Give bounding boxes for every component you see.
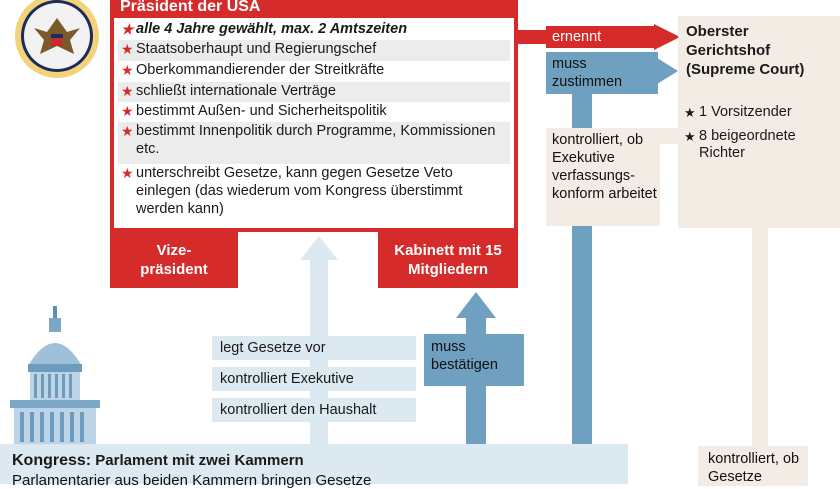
congress-title	[12, 452, 304, 470]
vice-president-label: Vize-präsident	[140, 242, 208, 278]
red-star-icon: ★	[121, 123, 134, 139]
red-star-icon: ★	[121, 103, 134, 119]
congress-function: legt Gesetze vor	[212, 336, 416, 360]
president-item	[118, 164, 510, 224]
president-item-text: bestimmt Außen- und Sicherheitspolitik	[136, 103, 387, 119]
court-item-text: 8 beigeordnete Richter	[699, 128, 796, 161]
red-star-icon: ★	[121, 62, 134, 78]
president-item	[118, 102, 510, 122]
red-star-icon: ★	[121, 41, 134, 57]
president-item-text: alle 4 Jahre gewählt, max. 2 Amtszeiten	[136, 21, 408, 37]
president-item-text: Oberkommandierender der Streitkräfte	[136, 62, 385, 78]
president-item	[118, 82, 510, 102]
star-icon: ★	[684, 129, 696, 144]
president-item-text: schließt internationale Verträge	[136, 83, 336, 99]
president-item	[118, 61, 510, 82]
star-icon: ★	[684, 105, 696, 120]
congress-function: kontrolliert den Haushalt	[212, 398, 416, 422]
president-item-text: Staatsoberhaupt und Regierungschef	[136, 41, 377, 57]
supreme-court-title: Oberster Gerichtshof (Supreme Court)	[686, 23, 805, 78]
court-item	[684, 128, 834, 162]
president-item-text: unterschreibt Gesetze, kann gegen Gesetze Veto einlegen (das wiederum vom Kongress überstimmt werden kann)	[136, 165, 463, 217]
vice-president-box	[110, 232, 238, 288]
red-star-icon: ★	[121, 21, 134, 37]
cabinet-box	[378, 232, 518, 288]
president-title: Präsident der USA	[114, 0, 514, 18]
red-star-icon: ★	[121, 165, 134, 181]
congress-title-rest: Parlament mit zwei Kammern	[91, 452, 304, 469]
muss-bestaetigen-label: muss bestätigen	[424, 334, 524, 386]
ernennt-label: ernennt	[546, 26, 658, 48]
court-item-text: 1 Vorsitzender	[699, 104, 792, 120]
red-star-icon: ★	[121, 83, 134, 99]
president-item	[118, 20, 510, 40]
congress-title-bold: Kongress:	[12, 452, 92, 469]
cabinet-label: Kabinett mit 15 Mitgliedern	[394, 242, 502, 278]
kontrolliert-exekutive-label: kontrolliert, ob Exekutive verfassungs-konform arbeitet	[546, 128, 660, 226]
congress-function: kontrolliert Exekutive	[212, 367, 416, 391]
president-item	[118, 40, 510, 61]
president-item	[118, 122, 510, 164]
kontrolliert-gesetze-label: kontrolliert, ob Gesetze	[698, 446, 808, 486]
president-item-text: bestimmt Innenpolitik durch Programme, Kommissionen etc.	[136, 123, 496, 157]
congress-subtitle: Parlamentarier aus beiden Kammern bringen Gesetze	[12, 472, 372, 489]
court-item	[684, 104, 834, 121]
muss-zustimmen-label: muss zustimmen	[546, 52, 658, 94]
